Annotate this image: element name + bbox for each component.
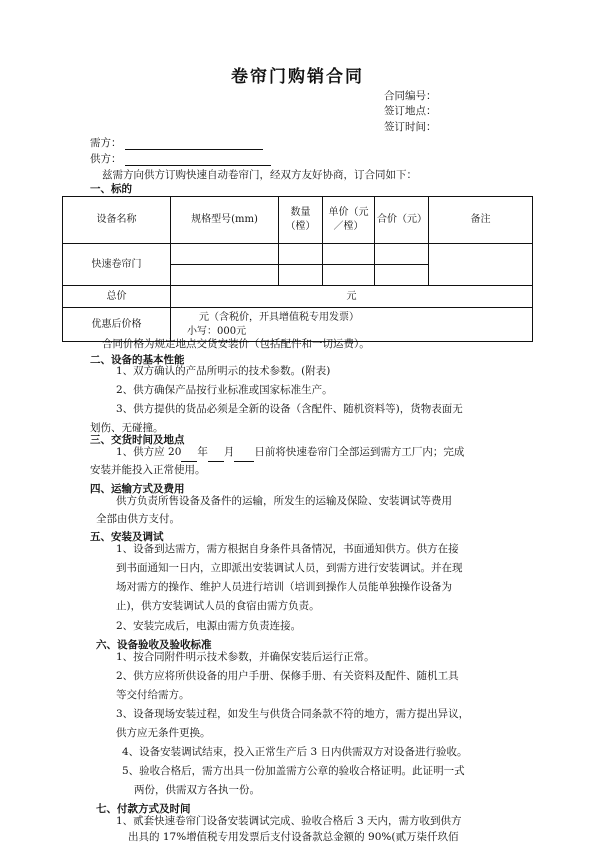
total-label-cell: 总价 — [63, 286, 171, 308]
section-3-heading: 三、交货时间及地点 — [90, 434, 185, 446]
buyer-label: 需方： — [90, 137, 122, 149]
th-spec: 规格型号(mm) — [171, 197, 279, 244]
section-6-heading: 六、设备验收及验收标准 — [96, 639, 212, 651]
month-blank[interactable] — [208, 450, 224, 462]
s6-item-4: 4、设备安装调试结束，投入正常生产后 3 日内供需双方对设备进行验收。 — [122, 746, 468, 758]
buyer-blank-line[interactable] — [125, 138, 263, 150]
section-7-heading: 七、付款方式及时间 — [96, 803, 191, 815]
s7-item-1-cont: 出具的 17%增值税专用发票后支付设备款总金额的 90%(贰万柒仟玖佰 — [128, 831, 459, 843]
s3-line-2: 安装并能投入正常使用。 — [90, 464, 206, 476]
price-note: 合同价格为规定地点交货安装价（包括配件和一切运费）。 — [102, 338, 370, 350]
s3-line-1 — [116, 443, 464, 462]
buyer-row — [90, 135, 263, 150]
s3-text-a: 1、供方应 20 — [116, 446, 182, 458]
s4-line-1: 供方负责所售设备及备件的运输，所发生的运输及保险、安装调试等费用 — [116, 495, 452, 507]
s7-item-1: 1、贰套快速卷帘门设备安装调试完成、验收合格后 3 天内，需方收到供方 — [116, 815, 462, 827]
s2-item-3: 3、供方提供的货品必须是全新的设备（含配件、随机资料等)，货物表面无 — [116, 403, 463, 415]
s2-item-2: 2、供方确保产品按行业标准或国家标准生产。 — [116, 384, 333, 396]
day-blank[interactable] — [234, 450, 254, 462]
s3-text-d: 日前将快速卷帘门全部运到需方工厂内；完成 — [254, 446, 465, 458]
discount-line-2: 小写：000元 — [187, 325, 247, 337]
s6-item-5-cont: 两份，供需双方各执一份。 — [134, 784, 260, 796]
spec-cell-2[interactable] — [171, 265, 279, 286]
qty-cell-1[interactable] — [279, 244, 323, 265]
s2-item-3-cont: 划伤、无碰撞。 — [90, 422, 164, 434]
document-title: 卷帘门购销合同 — [231, 67, 364, 87]
th-total-price: 合价（元） — [375, 197, 429, 244]
contract-number-label: 合同编号： — [384, 90, 437, 102]
total-value-cell: 元 — [171, 286, 533, 308]
s3-text-b: 年 — [197, 446, 208, 458]
th-device-name: 设备名称 — [63, 197, 171, 244]
th-remarks: 备注 — [429, 197, 533, 244]
seller-blank-line[interactable] — [125, 154, 271, 166]
th-quantity: 数量（樘） — [279, 197, 323, 244]
sign-time-label: 签订时间： — [384, 121, 437, 133]
s6-item-1: 1、按合同附件明示技术参数，并确保安装后运行正常。 — [116, 651, 375, 663]
spec-cell-1[interactable] — [171, 244, 279, 265]
item-name-cell: 快速卷帘门 — [63, 244, 171, 286]
s6-item-3-cont: 供方应无条件更换。 — [116, 727, 211, 739]
s5-item-1-cont-a: 到书面通知一日内，立即派出安装调试人员，到需方进行安装调试。并在现 — [116, 562, 463, 574]
s6-item-2-cont: 等交付给需方。 — [116, 689, 190, 701]
section-4-heading: 四、运输方式及费用 — [90, 483, 185, 495]
s2-item-1: 1、双方确认的产品所明示的技术参数。(附表) — [116, 365, 331, 377]
s6-item-5: 5、验收合格后，需方出具一份加盖需方公章的验收合格证明。此证明一式 — [122, 765, 465, 777]
th-unit-price: 单价（元／樘） — [323, 197, 375, 244]
s6-item-3: 3、设备现场安装过程，如发生与供货合同条款不符的地方，需方提出异议， — [116, 708, 470, 720]
section-1-heading: 一、标的 — [90, 183, 132, 195]
discount-line-1: 元（含税价，开具增值税专用发票） — [199, 311, 359, 323]
s5-item-1: 1、设备到达需方，需方根据自身条件具备情况，书面通知供方。供方在接 — [116, 543, 459, 555]
s5-item-1-cont-b: 场对需方的操作、维护人员进行培训（培训到操作人员能单独操作设备为 — [116, 581, 452, 593]
total-cell-1[interactable] — [375, 244, 429, 265]
section-2-heading: 二、设备的基本性能 — [90, 354, 185, 366]
item-table — [62, 196, 533, 342]
discount-label-cell: 优惠后价格 — [63, 308, 171, 342]
intro-text: 兹需方向供方订购快速自动卷帘门，经双方友好协商，订合同如下： — [102, 169, 417, 181]
s3-text-c: 月 — [223, 446, 235, 458]
price-cell-1[interactable] — [323, 244, 375, 265]
remarks-cell[interactable] — [429, 244, 533, 286]
s4-line-2: 全部由供方支付。 — [96, 513, 180, 525]
s5-item-2: 2、安装完成后，电源由需方负责连接。 — [116, 620, 302, 632]
total-cell-2[interactable] — [375, 265, 429, 286]
section-5-heading: 五、安装及调试 — [90, 531, 164, 543]
seller-row — [90, 151, 271, 166]
s6-item-2: 2、供方应将所供设备的用户手册、保修手册、有关资料及配件、随机工具 — [116, 670, 459, 682]
seller-label: 供方： — [90, 153, 122, 165]
qty-cell-2[interactable] — [279, 265, 323, 286]
sign-place-label: 签订地点： — [384, 105, 437, 117]
s5-item-1-cont-c: 止)，供方安装调试人员的食宿由需方负责。 — [116, 600, 320, 612]
price-cell-2[interactable] — [323, 265, 375, 286]
